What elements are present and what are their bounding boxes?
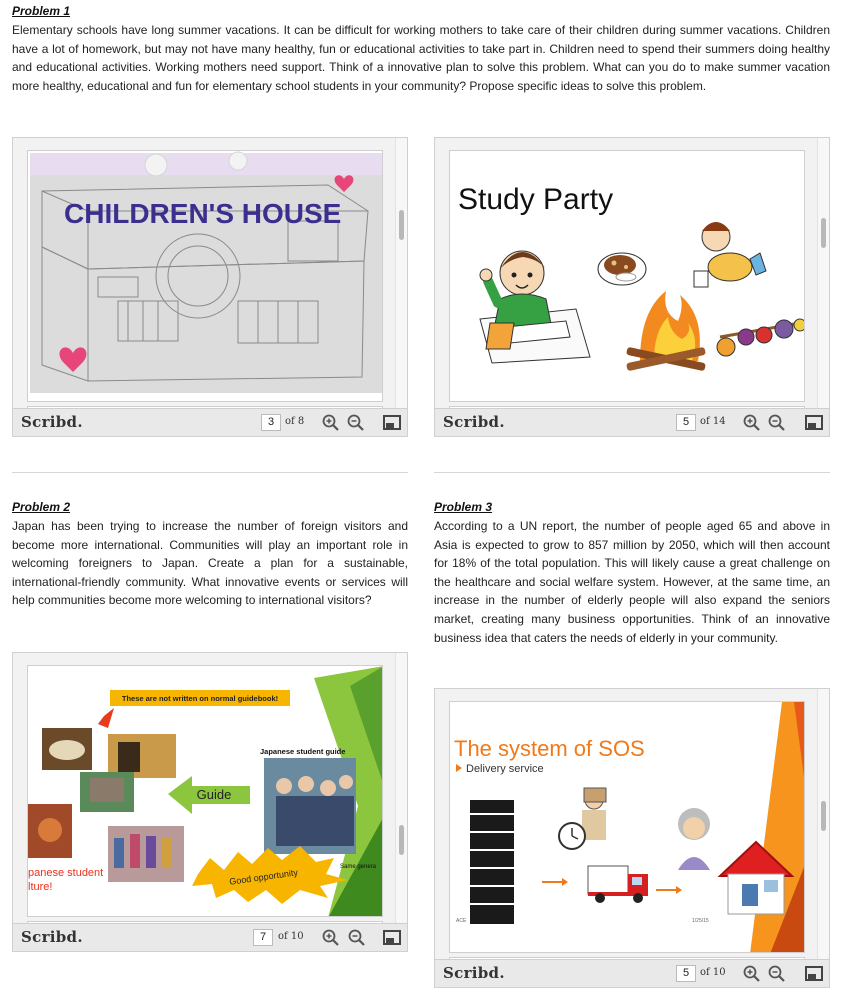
page-count: of 8 — [285, 416, 305, 427]
student-guide-label: Japanese student guide — [260, 747, 346, 756]
scrollbar-thumb[interactable] — [399, 825, 404, 855]
curry-plate-illustration — [598, 253, 646, 285]
opportunity-label: Good opportunity — [228, 867, 299, 887]
slide-page — [27, 665, 383, 917]
scribd-viewer-4[interactable] — [434, 688, 830, 988]
scribd-logo[interactable]: Scribd. — [21, 413, 83, 431]
viewer-toolbar — [435, 408, 829, 436]
slide-page — [449, 150, 805, 402]
fullscreen-icon[interactable] — [383, 415, 401, 430]
guide-arrow-label: Guide — [196, 787, 232, 802]
slide-date: 1/25/15 — [692, 918, 709, 924]
page-count: of 10 — [278, 931, 304, 942]
problem-3-text: According to a UN report, the number of people aged 65 and above in Asia is expected to grow to 857 million by 2050, which will then account for 18% of the total population. This will likely cause a great challenge on the healthcare and social welfare system. However, at the same time, an increase in the number of elderly people will also expand the seniors market, creating many business opportunities. Think of an innovative business idea that caters the needs of elderly in your community. — [434, 519, 830, 645]
scribd-logo[interactable]: Scribd. — [443, 413, 505, 431]
slide-title: The system of SOS — [454, 736, 645, 761]
scrollbar[interactable] — [395, 138, 407, 410]
viewer-toolbar — [435, 959, 829, 987]
guide-slide — [28, 666, 383, 917]
problem-1-title: Problem 1 — [12, 4, 71, 18]
zoom-out-icon[interactable] — [346, 413, 366, 433]
scribd-viewer-3[interactable] — [12, 652, 408, 952]
slide-title: CHILDREN'S HOUSE — [64, 198, 342, 229]
same-generation-label: Same genera — [340, 864, 377, 870]
culture-label-1: panese student — [28, 867, 104, 879]
page-count: of 10 — [700, 967, 726, 978]
clock-icon — [559, 823, 585, 849]
sos-system-slide — [450, 702, 805, 953]
problem-1-text: Elementary schools have long summer vacations. It can be difficult for working mothers to take care of their children during summer vacations. Children have a lot of homework, but may not have many healthy, fun or educational activities to take part in. Children need to spend their summers doing healthy and educational activities. Working mothers need support. Think of a innovative plan to solve this problem. What can you do to make summer vacation more healthy, educational and fun for elementary school students in your community? Propose specific ideas to solve this problem. — [12, 23, 830, 93]
viewer-toolbar — [13, 408, 407, 436]
culture-label-2: lture! — [28, 881, 53, 893]
zoom-out-icon[interactable] — [767, 964, 787, 984]
guidebook-banner: These are not written on normal guidebook! — [121, 694, 279, 703]
scrollbar[interactable] — [817, 138, 829, 410]
zoom-in-icon[interactable] — [742, 964, 762, 984]
scribd-viewer-1[interactable] — [12, 137, 408, 437]
scrollbar-thumb[interactable] — [399, 210, 404, 240]
delivery-man-illustration — [582, 788, 606, 840]
scribd-logo[interactable]: Scribd. — [443, 964, 505, 982]
zoom-in-icon[interactable] — [742, 413, 762, 433]
slide-title: Study Party — [458, 183, 614, 216]
zoom-out-icon[interactable] — [347, 928, 367, 948]
section-divider — [12, 472, 408, 473]
page-count: of 14 — [700, 416, 726, 427]
fullscreen-icon[interactable] — [805, 966, 823, 981]
zoom-in-icon[interactable] — [321, 413, 341, 433]
study-party-slide — [450, 151, 805, 402]
fullscreen-icon[interactable] — [805, 415, 823, 430]
slide-page — [449, 701, 805, 953]
slide-footer: ACE — [456, 918, 467, 924]
slide-subtitle: Delivery service — [466, 763, 544, 775]
problem-3-title: Problem 3 — [434, 500, 493, 514]
building-icon — [470, 800, 514, 924]
zoom-out-icon[interactable] — [767, 413, 787, 433]
scrollbar[interactable] — [395, 653, 407, 925]
scribd-viewer-2[interactable] — [434, 137, 830, 437]
children-house-slide — [28, 151, 383, 402]
page-number-input[interactable]: 7 — [253, 929, 273, 946]
scrollbar-thumb[interactable] — [821, 801, 826, 831]
zoom-in-icon[interactable] — [321, 928, 341, 948]
fullscreen-icon[interactable] — [383, 930, 401, 945]
scrollbar-thumb[interactable] — [821, 218, 826, 248]
scribd-logo[interactable]: Scribd. — [21, 928, 83, 946]
problem-2-title: Problem 2 — [12, 500, 71, 514]
scrollbar[interactable] — [817, 689, 829, 961]
problem-2-text: Japan has been trying to increase the number of foreign visitors and become more international. Communities will play an important role in welcoming foreigners to Japan. Create a plan for a sustainable, international-friendly community. What innovative events or services will help communities become more welcoming to international visitors? — [12, 519, 408, 608]
page-number-input[interactable]: 5 — [676, 965, 696, 982]
page-number-input[interactable]: 5 — [676, 414, 696, 431]
viewer-toolbar — [13, 923, 407, 951]
section-divider — [434, 472, 830, 473]
slide-page — [27, 150, 383, 402]
page-number-input[interactable]: 3 — [261, 414, 281, 431]
